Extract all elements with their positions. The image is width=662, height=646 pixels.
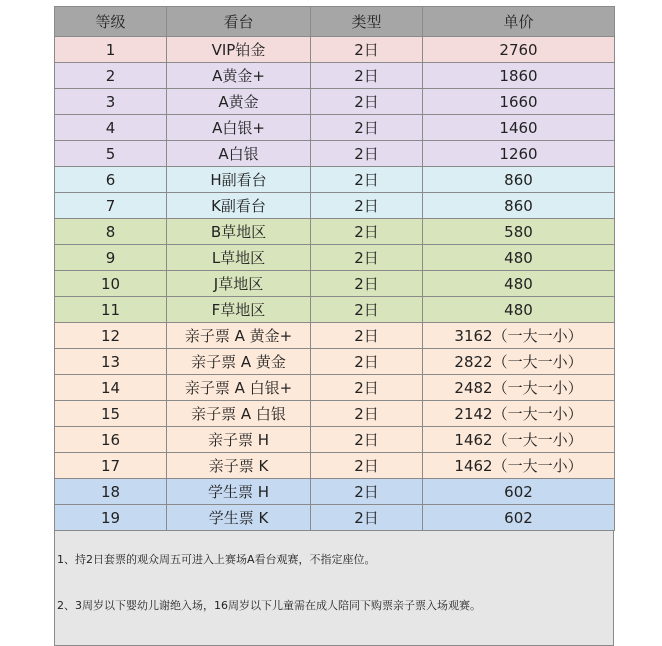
cell-level: 2 [55, 63, 167, 89]
cell-stand: H副看台 [167, 167, 311, 193]
cell-level: 9 [55, 245, 167, 271]
cell-stand: 学生票 H [167, 479, 311, 505]
header-row [55, 7, 615, 37]
cell-stand: VIP铂金 [167, 37, 311, 63]
table-row [55, 89, 615, 115]
cell-price: 1460 [423, 115, 615, 141]
cell-type: 2日 [311, 193, 423, 219]
table-row [55, 427, 615, 453]
cell-type: 2日 [311, 63, 423, 89]
cell-type: 2日 [311, 37, 423, 63]
cell-type: 2日 [311, 323, 423, 349]
table-row [55, 375, 615, 401]
cell-type: 2日 [311, 375, 423, 401]
cell-stand: F草地区 [167, 297, 311, 323]
cell-type: 2日 [311, 401, 423, 427]
cell-stand: J草地区 [167, 271, 311, 297]
cell-level: 8 [55, 219, 167, 245]
cell-price: 580 [423, 219, 615, 245]
cell-price: 2822（一大一小） [423, 349, 615, 375]
note-2: 2、3周岁以下婴幼儿谢绝入场，16周岁以下儿童需在成人陪同下购票亲子票入场观赛。 [57, 599, 481, 612]
table-row [55, 453, 615, 479]
ticket-price-table [54, 6, 615, 531]
cell-price: 3162（一大一小） [423, 323, 615, 349]
cell-stand: A黄金+ [167, 63, 311, 89]
cell-price: 860 [423, 167, 615, 193]
table-row [55, 271, 615, 297]
cell-stand: 学生票 K [167, 505, 311, 531]
header-price: 单价 [423, 7, 615, 37]
cell-level: 15 [55, 401, 167, 427]
cell-type: 2日 [311, 89, 423, 115]
table-row [55, 141, 615, 167]
cell-price: 480 [423, 245, 615, 271]
cell-type: 2日 [311, 115, 423, 141]
cell-type: 2日 [311, 167, 423, 193]
cell-level: 17 [55, 453, 167, 479]
cell-level: 16 [55, 427, 167, 453]
table-row [55, 63, 615, 89]
cell-stand: 亲子票 K [167, 453, 311, 479]
cell-stand: L草地区 [167, 245, 311, 271]
table-row [55, 167, 615, 193]
table-row [55, 401, 615, 427]
cell-level: 18 [55, 479, 167, 505]
table-body [55, 37, 615, 531]
cell-price: 2482（一大一小） [423, 375, 615, 401]
cell-price: 2760 [423, 37, 615, 63]
table-row [55, 505, 615, 531]
cell-price: 1462（一大一小） [423, 427, 615, 453]
cell-level: 4 [55, 115, 167, 141]
table-row [55, 115, 615, 141]
cell-price: 1260 [423, 141, 615, 167]
cell-type: 2日 [311, 505, 423, 531]
cell-level: 12 [55, 323, 167, 349]
note-1: 1、持2日套票的观众周五可进入上赛场A看台观赛，不指定座位。 [57, 553, 376, 566]
cell-stand: A白银 [167, 141, 311, 167]
cell-level: 5 [55, 141, 167, 167]
table-row [55, 219, 615, 245]
ticket-price-sheet [54, 6, 614, 646]
cell-stand: B草地区 [167, 219, 311, 245]
cell-level: 3 [55, 89, 167, 115]
cell-level: 19 [55, 505, 167, 531]
cell-level: 6 [55, 167, 167, 193]
cell-price: 2142（一大一小） [423, 401, 615, 427]
cell-stand: 亲子票 A 黄金 [167, 349, 311, 375]
table-row [55, 349, 615, 375]
cell-stand: 亲子票 A 白银+ [167, 375, 311, 401]
header-stand: 看台 [167, 7, 311, 37]
cell-price: 860 [423, 193, 615, 219]
table-row [55, 245, 615, 271]
cell-stand: 亲子票 A 黄金+ [167, 323, 311, 349]
cell-stand: 亲子票 A 白银 [167, 401, 311, 427]
cell-stand: K副看台 [167, 193, 311, 219]
header-level: 等级 [55, 7, 167, 37]
cell-price: 480 [423, 297, 615, 323]
cell-type: 2日 [311, 453, 423, 479]
cell-type: 2日 [311, 479, 423, 505]
cell-price: 602 [423, 505, 615, 531]
table-row [55, 479, 615, 505]
cell-level: 7 [55, 193, 167, 219]
cell-level: 14 [55, 375, 167, 401]
cell-price: 602 [423, 479, 615, 505]
cell-price: 480 [423, 271, 615, 297]
cell-price: 1660 [423, 89, 615, 115]
cell-type: 2日 [311, 219, 423, 245]
table-row [55, 297, 615, 323]
table-row [55, 37, 615, 63]
cell-type: 2日 [311, 427, 423, 453]
cell-level: 1 [55, 37, 167, 63]
cell-level: 13 [55, 349, 167, 375]
cell-stand: 亲子票 H [167, 427, 311, 453]
cell-level: 11 [55, 297, 167, 323]
cell-type: 2日 [311, 349, 423, 375]
cell-type: 2日 [311, 271, 423, 297]
cell-type: 2日 [311, 297, 423, 323]
cell-stand: A白银+ [167, 115, 311, 141]
cell-type: 2日 [311, 141, 423, 167]
cell-price: 1860 [423, 63, 615, 89]
notes-box [54, 531, 614, 646]
table-row [55, 323, 615, 349]
table-row [55, 193, 615, 219]
cell-price: 1462（一大一小） [423, 453, 615, 479]
cell-level: 10 [55, 271, 167, 297]
cell-type: 2日 [311, 245, 423, 271]
header-type: 类型 [311, 7, 423, 37]
cell-stand: A黄金 [167, 89, 311, 115]
